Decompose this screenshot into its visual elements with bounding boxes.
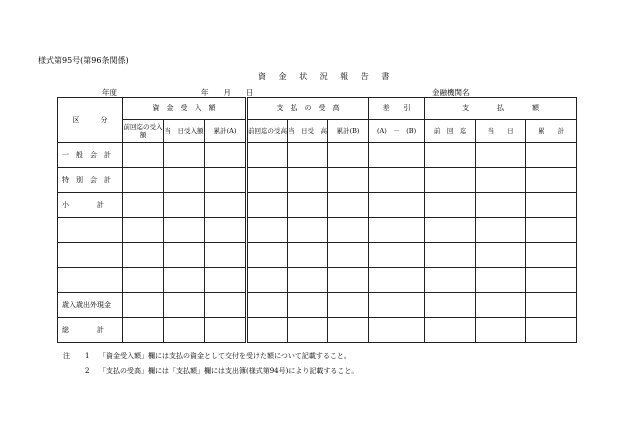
subheader-prev-disb: 前 回 迄 xyxy=(425,120,476,143)
subheader-total-b: 累計(B) xyxy=(328,120,369,143)
subheader-total-disb: 累 計 xyxy=(526,120,577,143)
table-row xyxy=(58,193,577,218)
subheader-today-receipt: 当 日受入額 xyxy=(164,120,205,143)
row-label: 小 計 xyxy=(58,193,123,218)
row-label: 特 別 会 計 xyxy=(58,168,123,193)
date-label: 年 月 日 xyxy=(201,88,254,97)
document-title: 資 金 状 況 報 告 書 xyxy=(258,72,395,81)
subheader-diff-formula: (A) － (B) xyxy=(369,120,425,143)
form-number: 様式第95号(第96条関係) xyxy=(38,56,129,65)
note-2 xyxy=(63,366,358,376)
note-number: 2 xyxy=(85,367,90,375)
table-row xyxy=(58,318,577,343)
subheader-total-a: 累計(A) xyxy=(205,120,247,143)
note-1 xyxy=(63,351,351,361)
table-row xyxy=(58,268,577,293)
subheader-prev-pay: 前回迄の受高 xyxy=(247,120,288,143)
header-payments: 支 払 の 受 高 xyxy=(247,98,369,120)
note-text: 「資金受入額」欄には支払の資金として交付を受けた額について記載すること。 xyxy=(99,352,351,360)
header-disbursed: 支 払 額 xyxy=(425,98,577,120)
table-row xyxy=(58,143,577,168)
fund-status-table xyxy=(57,97,577,343)
table-row xyxy=(58,293,577,318)
table-row xyxy=(58,168,577,193)
note-number: 1 xyxy=(85,352,90,360)
row-label: 一 般 会 計 xyxy=(58,143,123,168)
header-kubun: 区 分 xyxy=(58,98,123,143)
row-label: 歳入歳出外現金 xyxy=(58,293,123,318)
header-receipts: 資 金 受 入 額 xyxy=(123,98,247,120)
note-text: 「支払の受高」欄には「支払額」欄には支出簿(様式第94号)により記載すること。 xyxy=(99,367,359,375)
subheader-today-pay: 当 日受 高 xyxy=(288,120,328,143)
note-label: 注 xyxy=(63,352,70,360)
header-diff: 差 引 xyxy=(369,98,425,120)
row-label xyxy=(58,243,123,268)
institution-label: 金融機関名 xyxy=(432,88,470,97)
subheader-today-disb: 当 日 xyxy=(476,120,526,143)
fiscal-year-label: 年度 xyxy=(102,88,117,97)
row-label: 総 計 xyxy=(58,318,123,343)
subheader-prev-receipt: 前回迄の受入額 xyxy=(123,120,164,143)
row-label xyxy=(58,268,123,293)
table-row xyxy=(58,243,577,268)
table-row xyxy=(58,218,577,243)
row-label xyxy=(58,218,123,243)
